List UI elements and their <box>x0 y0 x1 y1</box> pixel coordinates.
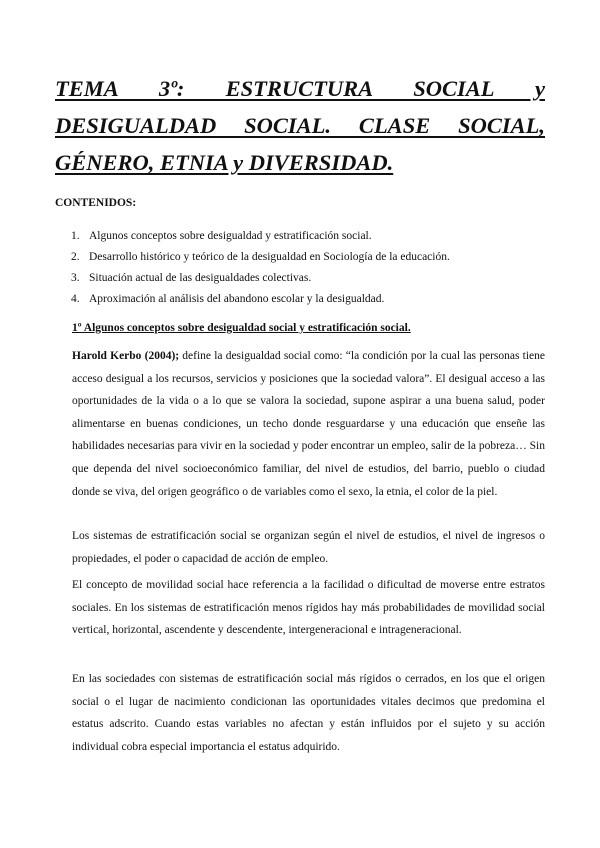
paragraph-text: define la desigualdad social como: “la condición por la cual las personas tiene acceso desigual a los recursos, servicios y posiciones que la sociedad valora”. El desigual acceso a las oportunidades de la vida o a lo que se valora la sociedad, supone aspirar a una buena salud, poder alimentarse en buenas condiciones, un techo donde resguardarse y una educación que enseñe las habilidades necesarias para vivir en la sociedad y poder encontrar un empleo, salir de la pobreza… Sin que dependa del nivel socioeconómico familiar, del nivel de estudios, del barrio, pueblo o ciudad donde se viva, del origen geográfico o de variables como el sexo, la etnia, el color de la piel. <box>72 350 545 498</box>
document-title: TEMA 3º: ESTRUCTURA SOCIAL y DESIGUALDAD SOCIAL. CLASE SOCIAL, GÉNERO, ETNIA y DIVERSIDAD. <box>55 76 545 175</box>
contents-item-text: Algunos conceptos sobre desigualdad y estratificación social. <box>89 230 372 242</box>
paragraph-author: Harold Kerbo (2004); <box>72 350 180 362</box>
paragraph-status: En las sociedades con sistemas de estratificación social más rígidos o cerrados, en los que el origen social o el lugar de nacimiento condicionan las oportunidades vitales decimos que predomina el estatus adscrito. Cuando estas variables no afectan y están influidos por el sujeto y su acción individual cobra especial importancia el estatus adquirido. <box>72 673 545 753</box>
paragraph-social-mobility: El concepto de movilidad social hace referencia a la facilidad o dificultad de moverse entre estratos sociales. En los sistemas de estratificación menos rígidos hay más probabilidades de movilidad social vertical, horizontal, ascendente y descendente, intergeneracional e intrageneracional. <box>72 579 545 636</box>
contents-item-number: 4. <box>71 293 80 305</box>
contents-item <box>55 226 555 247</box>
contents-item-text: Desarrollo histórico y teórico de la desigualdad en Sociología de la educación. <box>89 251 450 263</box>
paragraph-kerbo-definition <box>72 345 545 503</box>
contents-item-text: Aproximación al análisis del abandono escolar y la desigualdad. <box>89 293 385 305</box>
contents-item <box>55 268 555 289</box>
contents-item-text: Situación actual de las desigualdades colectivas. <box>89 272 312 284</box>
contents-item <box>55 289 555 310</box>
contents-item-number: 3. <box>71 272 80 284</box>
paragraph-stratification-systems: Los sistemas de estratificación social se organizan según el nivel de estudios, el nivel de ingresos o propiedades, el poder o capacidad de acción de empleo. <box>72 530 545 565</box>
section-heading: 1º Algunos conceptos sobre desigualdad social y estratificación social. <box>72 322 411 334</box>
contents-list <box>55 226 555 310</box>
contents-item <box>55 247 555 268</box>
contents-item-number: 2. <box>71 251 80 263</box>
contents-item-number: 1. <box>71 230 80 242</box>
contents-heading: CONTENIDOS: <box>55 197 137 209</box>
